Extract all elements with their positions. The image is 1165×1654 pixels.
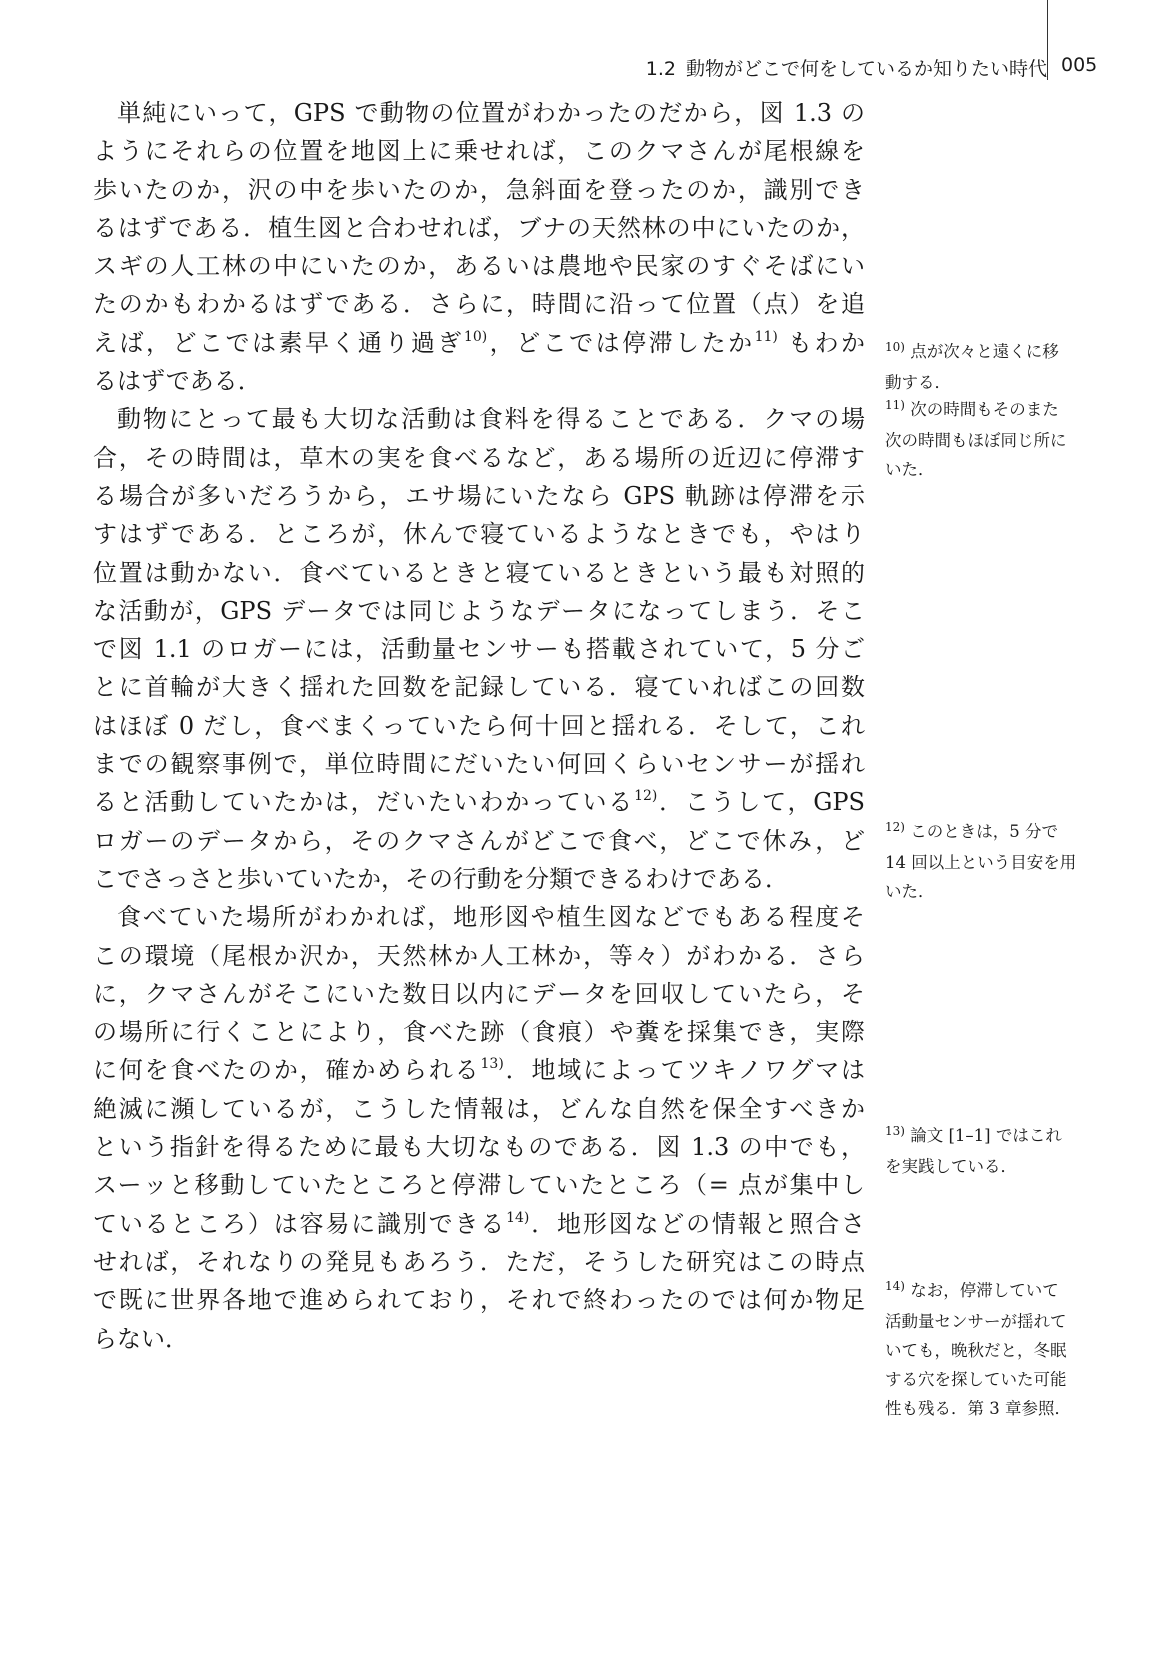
note-line: 活動量センサーが揺れて bbox=[885, 1312, 1067, 1331]
paragraph-3 bbox=[93, 898, 865, 1358]
text-segment: ，どこでは停滞したか bbox=[487, 328, 755, 357]
text-line: らない． bbox=[93, 1324, 189, 1353]
note-line: を実践している． bbox=[885, 1157, 1017, 1176]
text-line: る場合が多いだろうから，エサ場にいたなら GPS 軌跡は停滞を示 bbox=[93, 481, 865, 510]
text-line: 位置は動かない．食べているときと寝ているときという最も対照的 bbox=[93, 558, 865, 587]
text-line bbox=[93, 783, 865, 821]
side-note-11 bbox=[885, 395, 1107, 484]
paragraph-1 bbox=[93, 94, 865, 400]
text-segment: ているところ）は容易に識別できる bbox=[93, 1209, 507, 1238]
text-line: までの観察事例で，単位時間にだいたい何回くらいセンサーが揺れ bbox=[93, 750, 865, 779]
text-line: るはずである． bbox=[93, 367, 262, 396]
text-segment: もわか bbox=[788, 328, 865, 357]
footnote-ref-13: 13) bbox=[480, 1056, 504, 1073]
text-line bbox=[93, 1205, 865, 1243]
note-line: いても，晩秋だと，冬眠 bbox=[885, 1341, 1067, 1360]
text-segment: ．地形図などの情報と照合さ bbox=[529, 1209, 865, 1238]
side-note-10 bbox=[885, 337, 1107, 397]
section-number: 1.2 bbox=[645, 58, 676, 80]
side-note-12 bbox=[885, 817, 1107, 906]
text-line: という指針を得るために最も大切なものである．図 1.3 の中でも， bbox=[93, 1133, 865, 1162]
text-line: こでさっさと歩いていたか，その行動を分類できるわけである． bbox=[93, 864, 789, 893]
note-line: いた． bbox=[885, 882, 935, 901]
note-line bbox=[885, 817, 1107, 848]
note-line: 性も残る．第 3 章参照． bbox=[885, 1399, 1071, 1418]
text-line: 食べていた場所がわかれば，地形図や植生図などでもある程度そ bbox=[117, 903, 865, 932]
note-mark: 13) bbox=[885, 1124, 905, 1138]
text-line: この環境（尾根か沢か，天然林か人工林か，等々）がわかる．さら bbox=[93, 941, 865, 970]
text-segment: ．地域によってツキノワグマは bbox=[503, 1056, 865, 1085]
main-text bbox=[93, 94, 865, 1358]
text-line: な活動が，GPS データでは同じようなデータになってしまう．そこ bbox=[93, 596, 865, 625]
header-divider bbox=[1047, 0, 1048, 80]
note-text: 次の時間もそのまた bbox=[910, 400, 1059, 419]
text-line: 単純にいって，GPS で動物の位置がわかったのだから，図 1.3 の bbox=[117, 99, 865, 127]
text-line: で既に世界各地で進められており，それで終わったのでは何か物足 bbox=[93, 1286, 865, 1315]
paragraph-2 bbox=[93, 400, 865, 898]
note-mark: 10) bbox=[885, 340, 905, 354]
note-line: 動する． bbox=[885, 373, 951, 392]
text-line: に，クマさんがそこにいた数日以内にデータを回収していたら，そ bbox=[93, 979, 865, 1008]
text-line: すはずである．ところが，休んで寝ているようなときでも，やはり bbox=[93, 520, 865, 549]
note-line bbox=[885, 337, 1107, 368]
note-line: する穴を探していた可能 bbox=[885, 1370, 1067, 1389]
text-line: スーッと移動していたところと停滞していたところ（= 点が集中し bbox=[93, 1171, 865, 1200]
section-title: 動物がどこで何をしているか知りたい時代 bbox=[685, 58, 1047, 80]
note-line bbox=[885, 1276, 1107, 1307]
note-mark: 12) bbox=[885, 820, 905, 834]
text-line bbox=[93, 1051, 865, 1089]
text-segment: えば，どこでは素早く通り過ぎ bbox=[93, 328, 464, 357]
note-text: 論文 [1–1] ではこれ bbox=[910, 1126, 1062, 1145]
note-mark: 14) bbox=[885, 1279, 905, 1293]
note-line: いた． bbox=[885, 460, 935, 479]
text-line: の場所に行くことにより，食べた跡（食痕）や糞を採集でき，実際 bbox=[93, 1018, 865, 1047]
text-line: で図 1.1 のロガーには，活動量センサーも搭載されていて，5 分ご bbox=[93, 635, 865, 664]
note-text: 点が次々と遠くに移 bbox=[910, 342, 1059, 361]
text-line: ロガーのデータから，そのクマさんがどこで食べ，どこで休み，ど bbox=[93, 826, 865, 855]
side-note-13 bbox=[885, 1121, 1107, 1181]
note-line: 14 回以上という目安を用 bbox=[885, 853, 1077, 872]
text-line: 動物にとって最も大切な活動は食料を得ることである．クマの場 bbox=[117, 405, 865, 434]
footnote-ref-12: 12) bbox=[634, 788, 658, 805]
text-line: はほぼ 0 だし，食べまくっていたら何十回と揺れる．そして，これ bbox=[93, 711, 865, 740]
note-line bbox=[885, 1121, 1107, 1152]
note-text: このときは，5 分で bbox=[910, 822, 1058, 841]
text-line: ようにそれらの位置を地図上に乗せれば，このクマさんが尾根線を bbox=[93, 137, 865, 166]
footnote-ref-10: 10) bbox=[463, 328, 488, 345]
running-header bbox=[646, 54, 1047, 81]
note-text: なお，停滞していて bbox=[910, 1281, 1059, 1300]
text-line: 歩いたのか，沢の中を歩いたのか，急斜面を登ったのか，識別でき bbox=[93, 175, 865, 204]
text-line: たのかもわかるはずである．さらに，時間に沿って位置（点）を追 bbox=[93, 290, 865, 319]
footnote-ref-14: 14) bbox=[506, 1209, 530, 1226]
footnote-ref-11: 11) bbox=[754, 328, 778, 345]
text-line: るはずである．植生図と合わせれば，ブナの天然林の中にいたのか， bbox=[93, 213, 865, 242]
text-segment: ると活動していたかは，だいたいわかっている bbox=[93, 788, 635, 817]
text-line: せれば，それなりの発見もあろう．ただ，そうした研究はこの時点 bbox=[93, 1247, 865, 1276]
text-segment: に何を食べたのか，確かめられる bbox=[93, 1056, 481, 1085]
side-note-14 bbox=[885, 1276, 1107, 1423]
note-line bbox=[885, 395, 1107, 426]
text-line: 合，その時間は，草木の実を食べるなど，ある場所の近辺に停滞す bbox=[93, 443, 865, 472]
page-number: 005 bbox=[1061, 54, 1098, 76]
note-mark: 11) bbox=[885, 398, 905, 412]
text-line: とに首輪が大きく揺れた回数を記録している．寝ていればこの回数 bbox=[93, 673, 865, 702]
text-segment: ．こうして，GPS bbox=[657, 788, 865, 817]
text-line: スギの人工林の中にいたのか，あるいは農地や民家のすぐそばにい bbox=[93, 252, 865, 281]
text-line: 絶滅に瀕しているが，こうした情報は，どんな自然を保全すべきか bbox=[93, 1094, 865, 1123]
text-line bbox=[93, 324, 865, 362]
note-line: 次の時間もほぼ同じ所に bbox=[885, 431, 1067, 450]
